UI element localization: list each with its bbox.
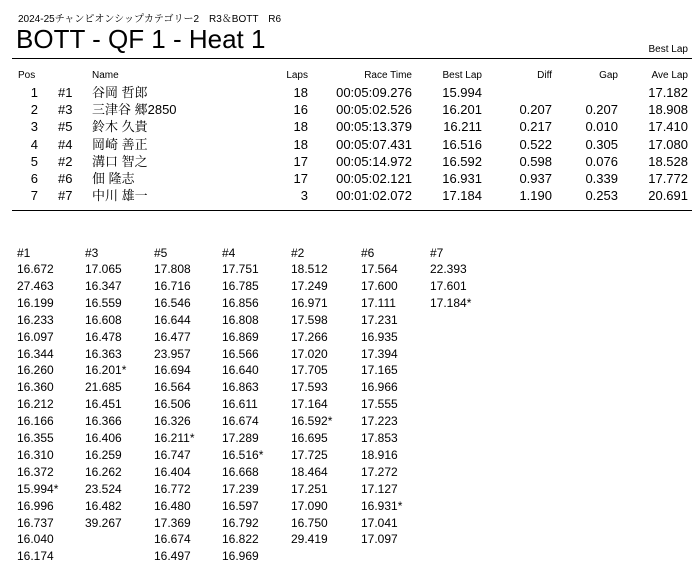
lap-column-header: #7: [430, 246, 444, 260]
lap-time: 16.480: [154, 498, 191, 513]
lap-time: 22.393: [430, 262, 467, 276]
col-header-name: Name: [92, 70, 119, 81]
result-cell-name: 佃 隆志: [92, 171, 135, 186]
result-cell-pos: 1: [30, 85, 38, 100]
lap-time: 16.695: [291, 431, 328, 445]
lap-time: 17.065: [85, 262, 122, 276]
lap-time: 16.792: [222, 515, 259, 530]
lap-column-header: #1: [17, 246, 31, 260]
result-cell-diff: 0.937: [519, 171, 552, 186]
result-cell-race-time: 00:05:07.431: [336, 136, 412, 152]
lap-time: 17.289: [222, 431, 259, 445]
result-cell-pos: 7: [30, 188, 38, 204]
lap-time: 16.310: [17, 447, 54, 462]
lap-time: 16.506: [154, 397, 191, 412]
lap-time: 16.260: [17, 363, 54, 378]
lap-time: 16.863: [222, 380, 259, 395]
lap-time: 16.597: [222, 498, 259, 513]
result-cell-best-lap: 16.592: [442, 153, 482, 169]
result-cell-gap: 0.207: [585, 102, 618, 118]
lap-time: 16.477: [154, 329, 191, 344]
result-cell-diff: 0.217: [519, 119, 552, 135]
result-cell-pos: 4: [30, 136, 38, 152]
result-cell-no: #1: [58, 85, 73, 100]
lap-time: 16.931*: [361, 498, 403, 513]
lap-time: 23.524: [85, 481, 122, 496]
result-cell-no: #3: [58, 102, 73, 118]
lap-time: 16.566: [222, 346, 259, 361]
lap-time: 16.546: [154, 295, 191, 310]
lap-time: 16.564: [154, 380, 191, 395]
lap-time: 16.366: [85, 414, 122, 429]
lap-time: 16.611: [222, 397, 258, 412]
lap-column-header: #3: [85, 246, 99, 260]
lap-time: 16.772: [154, 481, 191, 496]
lap-time: 17.223: [361, 414, 398, 429]
result-cell-name: 溝口 智之: [92, 153, 148, 169]
result-cell-best-lap: 16.931: [442, 171, 482, 186]
col-header-race-time: Race Time: [364, 70, 412, 81]
result-cell-best-lap: 17.184: [442, 188, 482, 204]
lap-time: 16.262: [85, 464, 122, 479]
lap-time: 18.512: [291, 262, 328, 276]
result-cell-gap: 0.010: [585, 119, 618, 135]
lap-time: 16.259: [85, 447, 122, 462]
lap-time: 16.672: [17, 262, 54, 276]
result-cell-gap: 0.253: [585, 188, 618, 204]
lap-time: 17.239: [222, 481, 259, 496]
lap-time: 16.212: [17, 397, 54, 412]
lap-time: 17.369: [154, 515, 191, 530]
lap-time: 16.363: [85, 346, 122, 361]
result-cell-ave-lap: 20.691: [648, 188, 688, 204]
lap-time: 16.750: [291, 515, 328, 530]
lap-column-header: #4: [222, 246, 236, 260]
result-cell-no: #4: [58, 136, 73, 152]
lap-time: 16.372: [17, 464, 54, 479]
result-cell-no: #6: [58, 171, 73, 186]
lap-time: 17.041: [361, 515, 398, 530]
result-cell-diff: 0.598: [519, 153, 552, 169]
lap-time: 16.097: [17, 329, 54, 344]
lap-time: 17.598: [291, 312, 328, 327]
result-cell-laps: 17: [293, 153, 308, 169]
col-header-pos: Pos: [18, 70, 36, 81]
result-cell-name: 岡崎 善正: [92, 136, 148, 152]
lap-time: 17.231: [361, 312, 398, 327]
lap-time: 16.201*: [85, 363, 127, 378]
result-cell-ave-lap: 17.410: [648, 119, 688, 135]
lap-time: 27.463: [17, 278, 54, 293]
result-cell-race-time: 00:01:02.072: [336, 188, 412, 204]
result-cell-pos: 5: [30, 153, 38, 169]
lap-time: 17.600: [361, 278, 398, 293]
result-cell-no: #5: [58, 119, 73, 135]
lap-time: 39.267: [85, 515, 122, 530]
result-cell-name: 三津谷 郷2850: [92, 102, 177, 118]
lap-time: 18.916: [361, 447, 398, 462]
lap-time: 17.808: [154, 262, 191, 276]
lap-time: 16.166: [17, 414, 54, 429]
lap-time: 16.326: [154, 414, 191, 429]
lap-time: 18.464: [291, 464, 328, 479]
lap-time: 16.971: [291, 295, 328, 310]
col-header-diff: Diff: [537, 70, 552, 81]
lap-time: 16.199: [17, 295, 54, 310]
result-cell-diff: 0.522: [519, 136, 552, 152]
lap-time: 17.725: [291, 447, 328, 462]
lap-time: 17.601: [430, 278, 467, 293]
lap-time: 16.451: [85, 397, 122, 412]
result-cell-ave-lap: 17.772: [648, 171, 688, 186]
result-cell-race-time: 00:05:09.276: [336, 85, 412, 100]
lap-time: 16.347: [85, 278, 122, 293]
result-cell-best-lap: 16.211: [443, 119, 482, 135]
lap-time: 17.111: [361, 295, 396, 310]
result-cell-race-time: 00:05:02.526: [336, 102, 412, 118]
lap-time: 16.608: [85, 312, 122, 327]
result-cell-laps: 18: [293, 85, 308, 100]
best-lap-label: Best Lap: [648, 44, 688, 55]
lap-time: 17.751: [222, 262, 259, 276]
col-header-best-lap: Best Lap: [442, 70, 482, 81]
lap-time: 17.853: [361, 431, 398, 445]
result-cell-laps: 18: [293, 119, 308, 135]
lap-time: 23.957: [154, 346, 191, 361]
col-header-gap: Gap: [599, 70, 618, 81]
result-cell-pos: 3: [30, 119, 38, 135]
result-cell-name: 中川 雄一: [92, 188, 148, 204]
result-cell-gap: 0.076: [585, 153, 618, 169]
lap-time: 16.935: [361, 329, 398, 344]
page-title: BOTT - QF 1 - Heat 1: [16, 24, 266, 54]
lap-time: 17.249: [291, 278, 328, 293]
lap-time: 16.360: [17, 380, 54, 395]
result-cell-no: #2: [58, 153, 73, 169]
lap-time: 16.785: [222, 278, 259, 293]
result-cell-ave-lap: 17.182: [648, 85, 688, 100]
result-cell-ave-lap: 17.080: [648, 136, 688, 152]
lap-time: 16.674: [154, 532, 191, 547]
result-cell-pos: 6: [30, 171, 38, 186]
lap-time: 17.184*: [430, 295, 472, 310]
divider-top: [12, 58, 692, 59]
result-cell-name: 鈴木 久貴: [92, 119, 148, 135]
result-cell-diff: 0.207: [519, 102, 552, 118]
lap-time: 16.822: [222, 532, 259, 547]
lap-time: 16.404: [154, 464, 191, 479]
lap-time: 16.808: [222, 312, 259, 327]
result-cell-no: #7: [58, 188, 73, 204]
lap-time: 16.592*: [291, 414, 333, 429]
result-cell-gap: 0.305: [585, 136, 618, 152]
lap-time: 16.966: [361, 380, 398, 395]
lap-time: 16.644: [154, 312, 191, 327]
lap-time: 29.419: [291, 532, 328, 547]
lap-time: 17.090: [291, 498, 328, 513]
result-cell-diff: 1.190: [519, 188, 552, 204]
lap-time: 16.737: [17, 515, 54, 530]
lap-time: 16.640: [222, 363, 259, 378]
lap-time: 16.716: [154, 278, 191, 293]
lap-time: 17.394: [361, 346, 398, 361]
lap-time: 16.482: [85, 498, 122, 513]
lap-time: 16.559: [85, 295, 122, 310]
lap-time: 16.406: [85, 431, 122, 445]
lap-time: 16.969: [222, 549, 259, 564]
lap-time: 15.994*: [17, 481, 59, 496]
lap-time: 17.020: [291, 346, 328, 361]
lap-time: 16.747: [154, 447, 191, 462]
lap-time: 17.164: [291, 397, 328, 412]
lap-time: 16.497: [154, 549, 191, 564]
result-cell-gap: 0.339: [585, 171, 618, 186]
lap-time: 17.593: [291, 380, 328, 395]
lap-time: 16.344: [17, 346, 54, 361]
lap-column-header: #2: [291, 246, 305, 260]
result-cell-ave-lap: 18.908: [648, 102, 688, 118]
lap-time: 16.040: [17, 532, 54, 547]
lap-time: 16.355: [17, 431, 54, 445]
lap-time: 17.555: [361, 397, 398, 412]
lap-time: 16.174: [17, 549, 54, 564]
result-cell-ave-lap: 18.528: [648, 153, 688, 169]
lap-time: 21.685: [85, 380, 122, 395]
lap-time: 16.869: [222, 329, 259, 344]
result-cell-pos: 2: [30, 102, 38, 118]
col-header-laps: Laps: [286, 70, 308, 81]
lap-column-header: #6: [361, 246, 375, 260]
lap-time: 17.097: [361, 532, 398, 547]
result-cell-laps: 17: [293, 171, 308, 186]
lap-time: 17.272: [361, 464, 398, 479]
result-cell-best-lap: 15.994: [442, 85, 482, 100]
lap-time: 16.996: [17, 498, 54, 513]
lap-column-header: #5: [154, 246, 168, 260]
lap-time: 17.705: [291, 363, 328, 378]
lap-time: 16.516*: [222, 447, 264, 462]
lap-time: 16.233: [17, 312, 54, 327]
result-cell-race-time: 00:05:02.121: [336, 171, 412, 186]
divider-bottom: [12, 210, 692, 211]
lap-time: 17.165: [361, 363, 398, 378]
lap-time: 17.266: [291, 329, 328, 344]
lap-time: 16.668: [222, 464, 259, 479]
result-cell-laps: 16: [293, 102, 308, 118]
lap-time: 16.694: [154, 363, 191, 378]
lap-time: 16.674: [222, 414, 259, 429]
lap-time: 17.564: [361, 262, 398, 276]
lap-time: 16.856: [222, 295, 259, 310]
lap-time: 17.251: [291, 481, 328, 496]
result-cell-best-lap: 16.516: [442, 136, 482, 152]
result-cell-race-time: 00:05:14.972: [336, 153, 412, 169]
lap-time: 17.127: [361, 481, 398, 496]
result-cell-name: 谷岡 哲郎: [92, 85, 148, 100]
event-subtitle: 2024-25チャンピオンシップカテゴリー2 R3＆BOTT R6: [18, 14, 282, 25]
result-cell-race-time: 00:05:13.379: [336, 119, 412, 135]
lap-time: 16.211*: [154, 431, 195, 445]
lap-time: 16.478: [85, 329, 122, 344]
result-cell-laps: 3: [300, 188, 308, 204]
col-header-ave-lap: Ave Lap: [651, 70, 688, 81]
result-cell-laps: 18: [293, 136, 308, 152]
result-cell-best-lap: 16.201: [442, 102, 482, 118]
